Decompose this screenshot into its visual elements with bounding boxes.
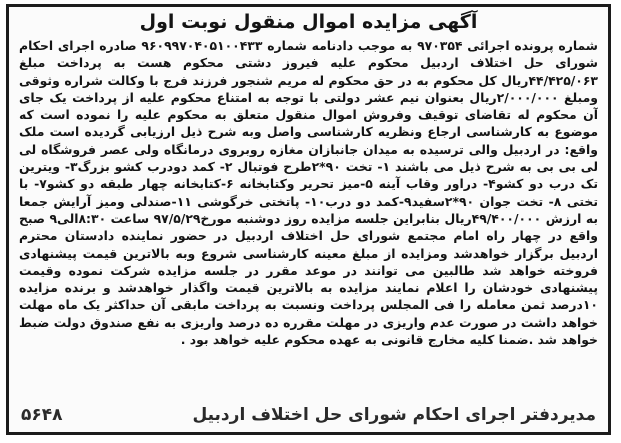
notice-signature: مدیردفتر اجرای احکام شورای حل اختلاف اردبیل <box>192 405 596 425</box>
notice-frame <box>6 4 611 435</box>
notice-title: آگهی مزایده اموال منقول نوبت اول <box>139 11 478 33</box>
notice-footer <box>9 400 608 430</box>
notice-body: شماره پرونده اجرائی ۹۷۰۳۵۴ به موجب دادنامه شماره ۹۶۰۹۹۷۰۴۰۵۱۰۰۴۳۳ صادره اجرای احکام شورای حل اختلاف اردبیل محکوم علیه فیروز دشتی محکوم هست به پرداخت مبلغ ۴۴/۴۲۵/۰۶۳ریال کل محکوم به در حق محکوم له مریم شنجور فرزند فرج با وکالت شراره وثوقی ومبلغ ۲/۰۰۰/۰۰۰ریال بعنوان نیم عشر دولتی با توجه به امتناع محکوم علیه از پرداخت یک جای آن محکوم له تقاضای توقیف وفروش اموال منقول متعلق به محکوم علیه را نموده است که موضوع به کارشناسی ارجاع ونظریه کارشناسی واصل وبه شرح ذیل ارزیابی گردیده است ملک واقع: در اردبیل والی ترسیده به میدان جانبازان مغازه روبروی درمانگاه ولی عصر فروشگاه لی لی بی بی به شرح ذیل می باشند ۱- تخت ۹۰*۲طرح فوتبال ۲- کمد دودرب کشو بزرگ۳- ویترین تک درب دو کشو۴- دراور وقاب آینه ۵-میز تحریر وکتابخانه ۶-کتابخانه چهار طبقه دو کشو۷- با تختی ۸- تخت جوان ۹۰*۲سفید۹-کمد دو درب۱۰- پاتختی خرگوشی ۱۱-صندلی ومیز آرایش جمعا به ارزش ۴۹/۴۰۰/۰۰۰ریال بنابراین جلسه مزایده روز دوشنبه مورخ۹۷/۵/۲۹ ساعت ۸:۳۰الی۹ صبح واقع در چهار راه امام مجتمع شورای حل اختلاف اردبیل در حضور نماینده دادستان محترم اردبیل برگزار خواهدشد ومزایده از مبلغ معینه کارشناسی شروع وبه بالاترین قیمت پیشنهادی فروخته خواهد شد طالبین می توانند در موعد مقرر در جلسه مزایده شرکت نموده وقیمت پیشنهادی خودشان را اعلام نمایند مزایده به بالاترین قیمت واگذار خواهدشد و برنده مزایده ۱۰درصد ثمن معامله را فی المجلس پرداخت ونسبت به پرداخت مابقی آن حداکثر یک ماه مهلت خواهد داشت در صورت عدم واریزی در مهلت مقرره ده درصد واریزی به نفع صندوق دولت ضبط خواهد شد .ضمنا کلیه مخارج قانونی به عهده محکوم علیه خواهد بود . <box>19 38 598 348</box>
notice-code: ۵۶۴۸ <box>21 405 63 425</box>
